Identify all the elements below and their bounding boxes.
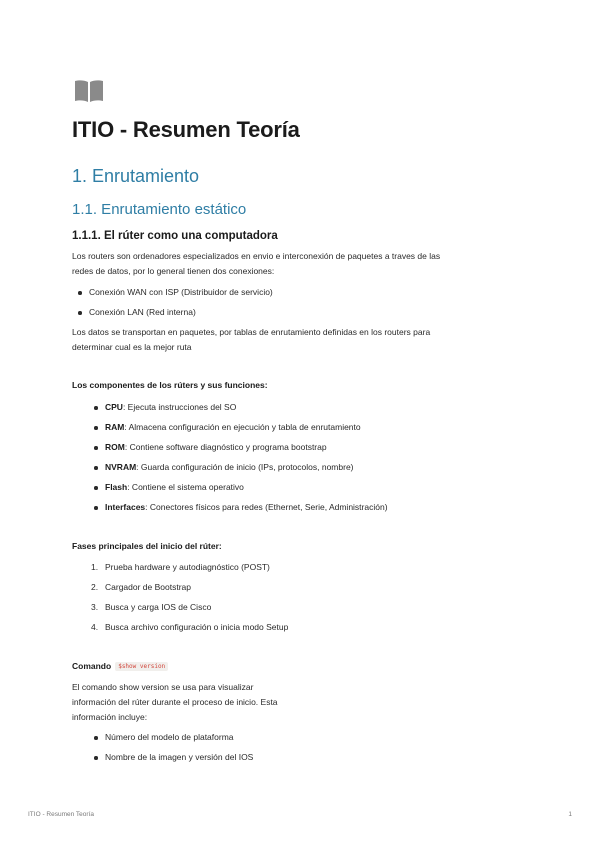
list-item	[105, 480, 388, 500]
component-desc: : Contiene software diagnóstico y programa bootstrap	[124, 442, 327, 452]
footer-page-number: 1	[568, 811, 572, 818]
connections-list	[89, 285, 273, 325]
phase-number: 4.	[91, 622, 99, 632]
command-line-3: información incluye:	[72, 712, 148, 722]
component-name: ROM	[105, 442, 125, 452]
subsection-heading-enrutamiento-estatico: 1.1. Enrutamiento estático	[72, 201, 247, 218]
intro-line-2: redes de datos, por lo general tienen dos conexiones:	[72, 266, 275, 276]
transport-paragraph	[72, 325, 430, 355]
list-item	[91, 580, 288, 600]
component-desc: : Conectores físicos para redes (Ethernet, Serie, Administración)	[145, 502, 388, 512]
component-desc: : Guarda configuración de inicio (IPs, protocolos, nombre)	[136, 462, 354, 472]
footer-title: ITIO - Resumen Teoría	[28, 811, 94, 818]
list-item	[105, 420, 388, 440]
component-name: RAM	[105, 422, 125, 432]
component-name: Flash	[105, 482, 128, 492]
list-item	[105, 460, 388, 480]
phases-label: Fases principales del inicio del rúter:	[72, 541, 222, 551]
component-desc: : Almacena configuración en ejecución y tabla de enrutamiento	[124, 422, 361, 432]
list-item: Número del modelo de plataforma	[105, 730, 253, 750]
command-line-1: El comando show version se usa para visualizar	[72, 682, 254, 692]
component-desc: : Ejecuta instrucciones del SO	[122, 402, 237, 412]
list-item	[105, 440, 388, 460]
phase-text: Busca archivo configuración o inicia modo Setup	[105, 622, 289, 632]
list-item	[91, 620, 289, 640]
phase-text: Cargador de Bootstrap	[105, 582, 191, 592]
components-label: Los componentes de los rúters y sus funciones:	[72, 380, 268, 390]
component-name: CPU	[105, 402, 123, 412]
phase-text: Busca y carga IOS de Cisco	[105, 602, 212, 612]
intro-line-1: Los routers son ordenadores especializados en envio e interconexión de paquetes a traves de las	[72, 251, 441, 261]
intro-paragraph	[72, 249, 440, 279]
phase-number: 3.	[91, 602, 99, 612]
command-info-list	[105, 730, 253, 770]
section-heading-enrutamiento: 1. Enrutamiento	[72, 166, 200, 186]
phase-number: 2.	[91, 582, 99, 592]
phases-list	[91, 560, 289, 640]
component-name: Interfaces	[105, 502, 146, 512]
command-label: Comando	[72, 661, 112, 671]
phase-text: Prueba hardware y autodiagnóstico (POST)	[105, 562, 270, 572]
command-code: $show version	[115, 662, 168, 671]
phase-number: 1.	[91, 562, 99, 572]
command-line-2: información del rúter durante el proceso de inicio. Esta	[72, 697, 278, 707]
components-list	[105, 400, 388, 520]
transport-line-2: determinar cual es la mejor ruta	[72, 342, 192, 352]
list-item	[91, 600, 288, 620]
transport-line-1: Los datos se transportan en paquetes, por tablas de enrutamiento definidas en los routers para	[72, 327, 431, 337]
command-paragraph	[72, 680, 278, 725]
subsubsection-heading-ruter-computadora: 1.1.1. El rúter como una computadora	[72, 230, 278, 242]
book-icon	[74, 79, 104, 103]
component-desc: : Contiene el sistema operativo	[127, 482, 244, 492]
list-item: Conexión LAN (Red interna)	[89, 305, 273, 325]
list-item	[105, 400, 388, 420]
list-item	[105, 500, 388, 520]
component-name: NVRAM	[105, 462, 137, 472]
page-title: ITIO - Resumen Teoría	[72, 117, 300, 142]
list-item: Conexión WAN con ISP (Distribuidor de servicio)	[89, 285, 273, 305]
list-item: Nombre de la imagen y versión del IOS	[105, 750, 253, 770]
list-item	[91, 560, 288, 580]
command-heading	[72, 661, 168, 671]
